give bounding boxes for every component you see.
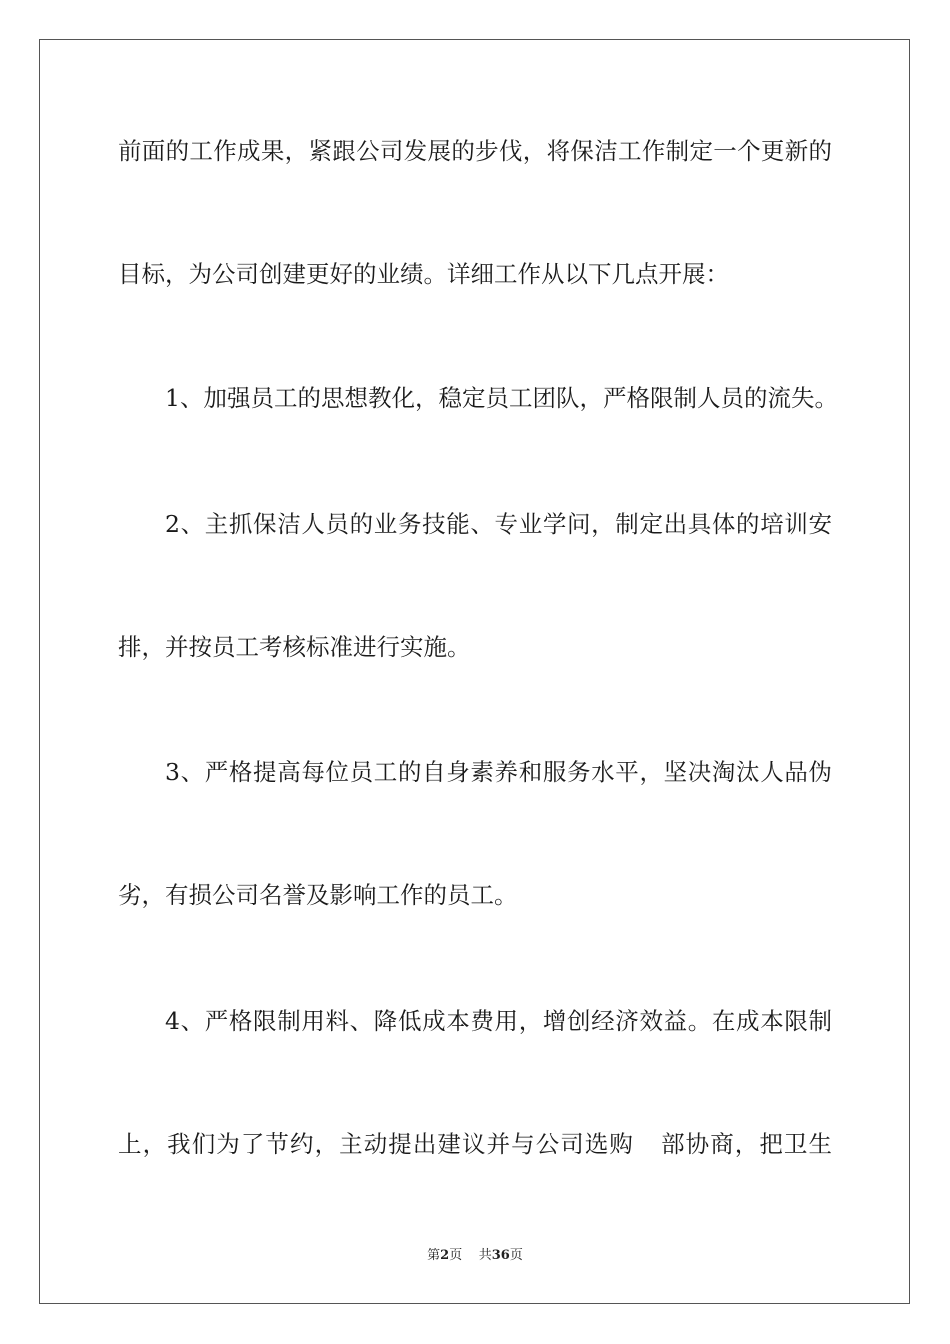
page-prefix: 第 <box>427 1248 441 1263</box>
page-border <box>39 39 910 1304</box>
list-item-2: 2、主抓保洁人员的业务技能、专业学问，制定出具体的培训安 <box>165 510 832 538</box>
list-item-1: 1、加强员工的思想教化，稳定员工团队，严格限制人员的流失。 <box>165 384 838 412</box>
list-item-2-continued: 排，并按员工考核标准进行实施。 <box>118 633 471 661</box>
page-footer <box>0 1247 950 1265</box>
list-item-4: 4、严格限制用料、降低成本费用，增创经济效益。在成本限制 <box>165 1007 832 1035</box>
text-segment-a: 上，我们为了节约，主动提出建议并与公司选购 <box>118 1130 634 1158</box>
list-item-3: 3、严格提高每位员工的自身素养和服务水平，坚决淘汰人品伪 <box>165 758 832 786</box>
text-line-2: 目标，为公司创建更好的业绩。详细工作从以下几点开展： <box>118 260 729 288</box>
list-item-3-continued: 劣，有损公司名誉及影响工作的员工。 <box>118 881 518 909</box>
text-segment-b: 部协商，把卫生 <box>660 1130 832 1158</box>
page-suffix: 页 <box>449 1248 463 1263</box>
list-item-4-continued <box>118 1129 832 1159</box>
total-suffix: 页 <box>509 1248 523 1263</box>
total-pages: 36 <box>491 1248 510 1263</box>
total-prefix: 共 <box>478 1248 492 1263</box>
page-number: 2 <box>440 1248 450 1263</box>
text-line-1: 前面的工作成果，紧跟公司发展的步伐，将保洁工作制定一个更新的 <box>118 137 832 165</box>
